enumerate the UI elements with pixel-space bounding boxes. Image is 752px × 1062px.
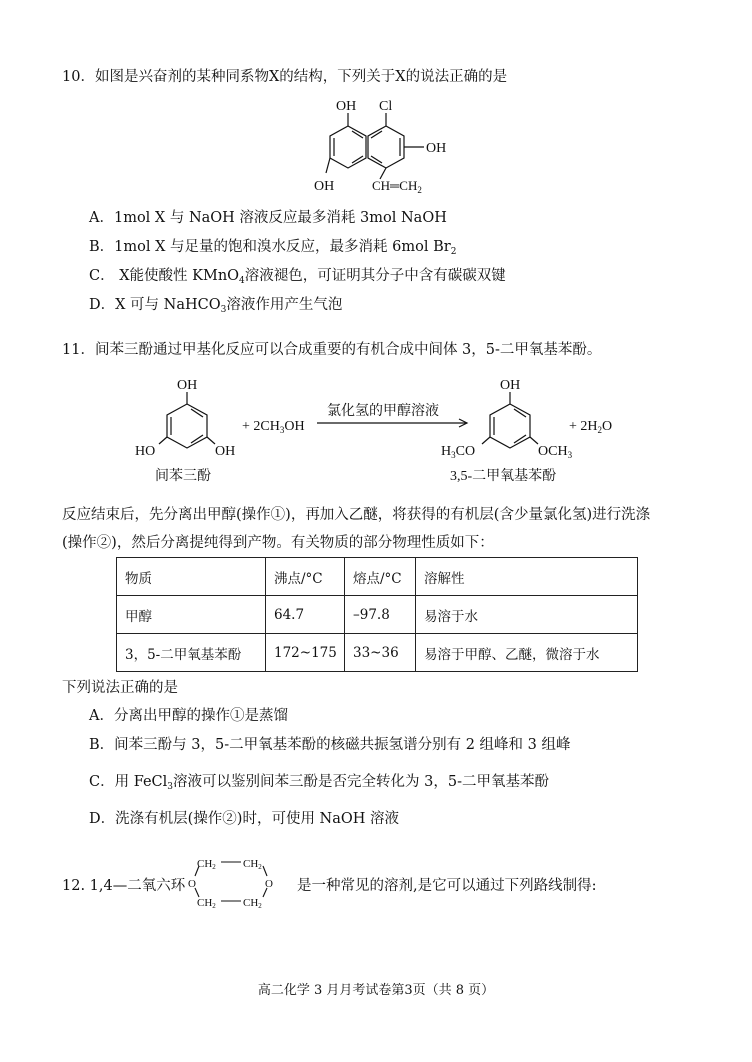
q11-left-ho: HO bbox=[135, 444, 156, 459]
q11-right-och3: $OCH_3$ bbox=[538, 444, 573, 460]
q11-right-h3co: $H_3CO$ bbox=[441, 444, 476, 460]
table-header-cell: 沸点/°C bbox=[266, 558, 345, 596]
table-header-row bbox=[117, 558, 638, 596]
table-header-cell: 溶解性 bbox=[416, 558, 638, 596]
q12-suffix: 是一种常见的溶剂,是它可以通过下列路线制得: bbox=[297, 878, 597, 894]
q10-oh-right: OH bbox=[426, 141, 447, 156]
svg-text:CH2: CH2 bbox=[243, 858, 262, 871]
table-cell: 易溶于水 bbox=[416, 596, 638, 634]
q11-option-c: C．用 FeCl$_3$溶液可以鉴别间苯三酚是否完全转化为 3，5-二甲氧基苯酚 bbox=[89, 774, 549, 792]
q10-stem: 10．如图是兴奋剂的某种同系物X的结构，下列关于X的说法正确的是 bbox=[62, 69, 508, 85]
q10-oh-top-left: OH bbox=[336, 99, 357, 114]
table-cell: 3，5-二甲氧基苯酚 bbox=[117, 634, 266, 672]
q11-properties-table bbox=[116, 557, 638, 672]
q12-prefix: 12. 1,4—二氧六环 bbox=[62, 878, 186, 894]
q11-arrow-label: 氯化氢的甲醇溶液 bbox=[327, 404, 439, 419]
q11-left-name: 间苯三酚 bbox=[155, 469, 211, 484]
q10-option-d: D．X 可与 NaHCO$_3$溶液作用产生气泡 bbox=[89, 297, 343, 315]
table-header-cell: 熔点/°C bbox=[345, 558, 416, 596]
q11-water: + $2H_2O$ bbox=[569, 419, 613, 435]
q10-option-a: A．1mol X 与 NaOH 溶液反应最多消耗 3mol NaOH bbox=[89, 210, 447, 226]
table-cell: 易溶于甲醇、乙醚，微溶于水 bbox=[416, 634, 638, 672]
q12-o-left: O bbox=[188, 878, 196, 890]
q11-option-b: B．间苯三酚与 3，5-二甲氧基苯酚的核磁共振氢谱分别有 2 组峰和 3 组峰 bbox=[89, 737, 571, 753]
q11-left-oh-right: OH bbox=[215, 444, 236, 459]
q12-ch2-bottom-right: CH bbox=[243, 897, 259, 909]
q11-option-a: A．分离出甲醇的操作①是蒸馏 bbox=[89, 708, 288, 724]
table-header-cell: 物质 bbox=[117, 558, 266, 596]
q11-stem: 11．间苯三酚通过甲基化反应可以合成重要的有机合成中间体 3，5-二甲氧基苯酚。 bbox=[62, 342, 602, 358]
page-footer: 高二化学 3 月月考试卷第3页（共 8 页） bbox=[257, 983, 495, 998]
q10-vinyl: CH═CH bbox=[372, 178, 418, 193]
q11-paragraph-2: (操作②)，然后分离提纯得到产物。有关物质的部分物理性质如下： bbox=[62, 535, 494, 551]
svg-text:CH2: CH2 bbox=[197, 897, 216, 910]
q11-left-oh-top: OH bbox=[177, 378, 198, 393]
table-cell: 33~36 bbox=[345, 634, 416, 672]
q10-option-b: B．1mol X 与足量的饱和溴水反应，最多消耗 6mol $Br_2$ bbox=[89, 239, 457, 257]
q11-reaction-scheme bbox=[125, 372, 645, 487]
q12-ch2-bottom-left: CH bbox=[197, 897, 213, 909]
table-row bbox=[117, 596, 638, 634]
table-cell: 甲醇 bbox=[117, 596, 266, 634]
table-cell: 64.7 bbox=[266, 596, 345, 634]
q11-right-oh-top: OH bbox=[500, 378, 521, 393]
table-row bbox=[117, 634, 638, 672]
q10-oh-bottom: OH bbox=[314, 179, 335, 194]
q10-cl: Cl bbox=[379, 99, 393, 114]
q11-option-d: D．洗涤有机层(操作②)时，可使用 NaOH 溶液 bbox=[89, 811, 400, 827]
q10-vinyl-sub: 2 bbox=[417, 185, 422, 195]
q10-structure-diagram bbox=[300, 93, 470, 203]
q11-right-name: 3,5-二甲氧基苯酚 bbox=[450, 469, 557, 484]
q12-o-right: O bbox=[265, 878, 273, 890]
q10-option-c: C． X能使酸性 KMnO$_4$溶液褪色，可证明其分子中含有碳碳双键 bbox=[89, 268, 506, 286]
q11-paragraph-1: 反应结束后，先分离出甲醇(操作①)，再加入乙醚，将获得的有机层(含少量氯化氢)进行洗涤 bbox=[62, 507, 651, 523]
svg-text:CH═CH2 bbox=[372, 178, 422, 195]
q12-ch2-top-left: CH bbox=[197, 858, 213, 870]
svg-text:CH2: CH2 bbox=[197, 858, 216, 871]
svg-text:CH2: CH2 bbox=[243, 897, 262, 910]
q12-ch2-top-right: CH bbox=[243, 858, 259, 870]
q11-ask: 下列说法正确的是 bbox=[62, 680, 178, 696]
q11-reagent: + $2CH_3OH$ bbox=[242, 419, 305, 435]
table-cell: –97.8 bbox=[345, 596, 416, 634]
table-cell: 172~175 bbox=[266, 634, 345, 672]
q12-dioxane-ring bbox=[185, 853, 277, 911]
